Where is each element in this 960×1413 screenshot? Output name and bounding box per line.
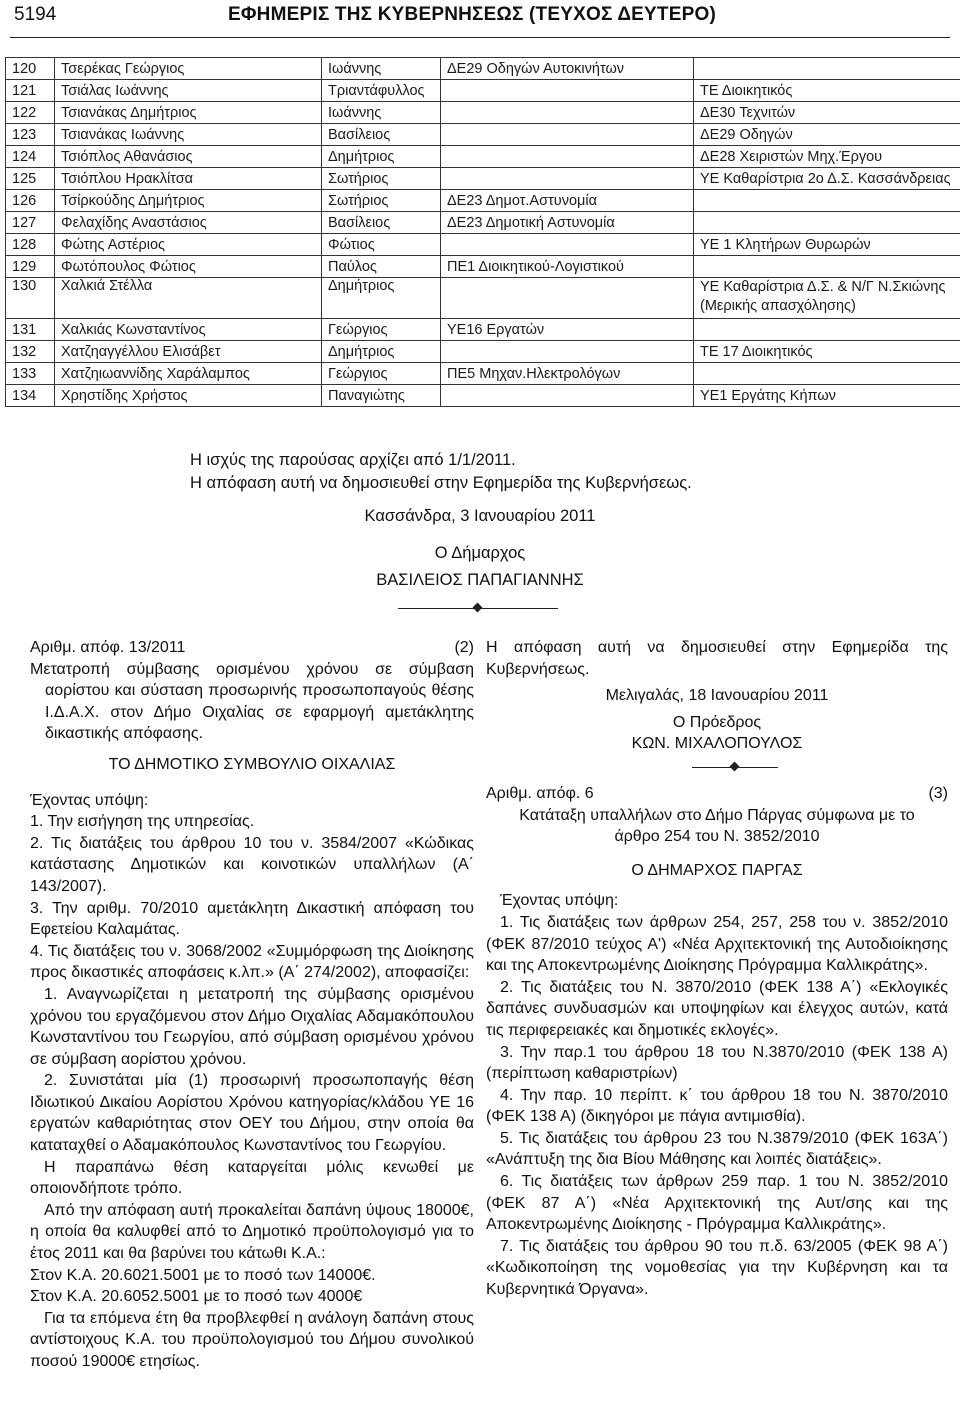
table-cell-employee-name: Τσερέκας Γεώργιος [55,58,322,80]
table-row [6,124,960,146]
table-cell-row-number: 121 [6,80,55,102]
intro-signer-name: ΒΑΣΙΛΕΙΟΣ ΠΑΠΑΓΙΑΝΝΗΣ [376,571,584,589]
table-cell-position-b [694,58,960,80]
table-cell-position-b: ΔΕ29 Οδηγών [694,124,960,146]
table-cell-employee-name: Τσιανάκας Δημήτριος [55,102,322,124]
right-signer-title: Ο Πρόεδρος [672,713,762,731]
table-cell-row-number: 128 [6,234,55,256]
table-cell-position-a: ΔΕ29 Οδηγών Αυτοκινήτων [441,58,694,80]
table-cell-employee-name: Τσιάλας Ιωάννης [55,80,322,102]
table-cell-row-number: 124 [6,146,55,168]
having-label: Έχοντας υπόψη: [30,791,149,809]
consideration-1: 1. Την εισήγηση της υπηρεσίας. [30,813,255,831]
publication-line: Η απόφαση αυτή να δημοσιευθεί στην Εφημερίδα της Κυβερνήσεως. [190,474,692,492]
decision-ref-number: (2) [454,639,474,656]
table-cell-position-b: ΥΕ1 Εργάτης Κήπων [694,385,960,407]
consideration-3: 3. Την αριθμ. 70/2010 αμετάκλητη Δικαστική απόφαση του Εφετείου Καλαμάτας. [30,899,474,939]
table-cell-row-number: 120 [6,58,55,80]
decides-item-2: 2. Συνιστάται μία (1) προσωρινή προσωποπαγής θέση Ιδιωτικού Δικαίου Αορίστου Χρόνου κατηγορίας/κλάδου ΥΕ 16 εργατών καθαριότητας στον ΟΕΥ του Δήμου, στην οποία θα καταταχθεί ο Αδαμακόπουλος Κωνσταντίνος του Γεωργίου. [30,1072,474,1155]
right-ref-row [486,783,948,805]
table-cell-position-a: ΠΕ1 Διοικητικού-Λογιστικού [441,256,694,278]
table-cell-row-number: 123 [6,124,55,146]
consideration-4: 4. Τις διατάξεις του ν. 3068/2002 «Συμμόρφωση της Διοίκησης προς δικαστικές αποφάσεις κ.λπ.» (Α΄ 274/2002), αποφασίζει: [30,942,474,982]
table-cell-position-b [694,256,960,278]
table-row [6,102,960,124]
table-cell-father-name: Σωτήριος [322,168,441,190]
table-cell-position-a [441,102,694,124]
header-rule [10,37,950,38]
table-cell-row-number: 130 [6,278,55,319]
table-row [6,190,960,212]
table-cell-row-number: 133 [6,363,55,385]
table-cell-position-b [694,319,960,341]
right-decision-ref: Αριθμ. απόφ. 6 [486,784,594,802]
right-consideration-3: 3. Την παρ.1 του άρθρου 18 του Ν.3870/2010 (ΦΕΚ 138 Α) (περίπτωση καθαριστρίων) [486,1043,948,1083]
table-row [6,363,960,385]
intro-place-date: Κασσάνδρα, 3 Ιανουαρίου 2011 [364,507,596,525]
table-cell-father-name: Δημήτριος [322,278,441,319]
table-cell-row-number: 127 [6,212,55,234]
mayor-heading: Ο ΔΗΜΑΡΧΟΣ ΠΑΡΓΑΣ [631,861,803,879]
table-cell-position-a [441,234,694,256]
table-cell-position-b: ΔΕ28 Χειριστών Μηχ.Έργου [694,146,960,168]
table-cell-row-number: 131 [6,319,55,341]
table-cell-father-name: Δημήτριος [322,341,441,363]
right-consideration-5: 5. Τις διατάξεις του άρθρου 23 του Ν.3879/2010 (ΦΕΚ 163Α΄) «Ανάπτυξη της δια Βίου Μάθησης και λοιπές διατάξεις». [486,1129,948,1169]
table-cell-employee-name: Χατζηαγγέλλου Ελισάβετ [55,341,322,363]
table-cell-father-name: Δημήτριος [322,146,441,168]
table-row [6,341,960,363]
right-signer-name: ΚΩΝ. ΜΙΧΑΛΟΠΟΥΛΟΣ [631,735,803,753]
table-cell-row-number: 132 [6,341,55,363]
table-cell-employee-name: Τσιόπλου Ηρακλίτσα [55,168,322,190]
table-cell-position-b [694,363,960,385]
table-cell-father-name: Παύλος [322,256,441,278]
consideration-2: 2. Τις διατάξεις του άρθρου 10 του ν. 3584/2007 «Κώδικας κατάστασης Δημοτικών και κοινοτικών υπαλλήλων (Α΄ 143/2007). [30,834,474,895]
table-cell-row-number: 129 [6,256,55,278]
table-cell-position-b: ΥΕ Καθαρίστρια 2ο Δ.Σ. Κασσάνδρειας [694,168,960,190]
table-cell-father-name: Φώτιος [322,234,441,256]
right-consideration-6: 6. Τις διατάξεις των άρθρων 259 παρ. 1 του Ν. 3852/2010 (ΦΕΚ 87 Α΄) «Νέα Αρχιτεκτονική της Αυτ/σης και της Αποκεντρωμένης Διοίκησης - Πρόγραμμα Καλλικράτης». [486,1173,948,1234]
table-cell-position-b: ΔΕ30 Τεχνιτών [694,102,960,124]
table-cell-position-a [441,385,694,407]
right-place-date: Μελιγαλάς, 18 Ιανουαρίου 2011 [605,687,829,705]
table-row [6,234,960,256]
table-cell-father-name: Γεώργιος [322,319,441,341]
right-consideration-2: 2. Τις διατάξεις του Ν. 3870/2010 (ΦΕΚ 138 Α΄) «Εκλογικές δαπάνες συνδυασμών και υποψηφίων και έλεγχος αυτών, κατά τις περιφερειακές και δημοτικές εκλογές». [486,978,948,1039]
right-having-label: Έχοντας υπόψη: [500,892,619,910]
separator-diamond-icon [473,603,483,613]
table-row [6,256,960,278]
right-decision-ref-number: (3) [928,784,948,802]
employee-table [5,57,960,407]
table-cell-position-b [694,190,960,212]
decides-item-1: 1. Αναγνωρίζεται η μετατροπή της σύμβασης ορισμένου χρόνου του εργαζόμενου στον Δήμο Οιχαλίας Αδαμακόπουλου Κωνσταντίνου του Γεωργίου, από σύμβαση ορισμένου χρόνου σε σύμβαση αορίστου χρόνου. [30,985,474,1068]
left-column [30,637,474,1373]
intro-block [190,449,692,495]
table-row [6,58,960,80]
expenditure-paragraph: Από την απόφαση αυτή προκαλείται δαπάνη ύψους 18000€, η οποία θα καλυφθεί από το Δημοτικό προϋπολογισμό για το έτος 2011 και θα βαρύνει του κάτωθι Κ.Α.: [30,1201,474,1263]
table-cell-position-b: ΥΕ 1 Κλητήρων Θυρωρών [694,234,960,256]
table-cell-father-name: Παναγιώτης [322,385,441,407]
gazette-title: ΕΦΗΜΕΡΙΣ ΤΗΣ ΚΥΒΕΡΝΗΣΕΩΣ (ΤΕΥΧΟΣ ΔΕΥΤΕΡΟ) [228,4,716,25]
table-row [6,212,960,234]
table-cell-father-name: Ιωάννης [322,102,441,124]
table-cell-employee-name: Χαλκιάς Κωνσταντίνος [55,319,322,341]
table-cell-position-a [441,80,694,102]
intro-signer-title: Ο Δήμαρχος [434,544,526,562]
table-row [6,168,960,190]
table-cell-row-number: 125 [6,168,55,190]
table-cell-employee-name: Τσιανάκας Ιωάννης [55,124,322,146]
future-years-paragraph: Για τα επόμενα έτη θα προβλεφθεί η ανάλογη δαπάνη στους αντίστοιχους Κ.Α. του προϋπολογισμού του Δήμου συνολικού ποσού 19000€ ετησίως. [30,1309,474,1370]
table-row [6,319,960,341]
right-separator-diamond-icon [730,762,740,772]
table-row [6,146,960,168]
table-cell-employee-name: Φελαχίδης Αναστάσιος [55,212,322,234]
right-consideration-7: 7. Τις διατάξεις του άρθρου 90 του π.δ. 63/2005 (ΦΕΚ 98 Α΄) «Κωδικοποίηση της νομοθεσίας για την Κυβέρνηση και τα Κυβερνητικά Όργανα». [486,1237,948,1299]
table-cell-row-number: 134 [6,385,55,407]
table-cell-employee-name: Χατζηιωαννίδης Χαράλαμπος [55,363,322,385]
decision-ref-row [30,637,474,659]
table-cell-father-name: Βασίλειος [322,212,441,234]
table-cell-position-a [441,168,694,190]
decision-ref: Αριθμ. απόφ. 13/2011 [30,639,186,656]
budget-code-2: Στον Κ.Α. 20.6052.5001 με το ποσό των 4000€ [30,1288,363,1306]
table-cell-position-a [441,341,694,363]
table-cell-position-a [441,278,694,319]
table-cell-position-a: ΔΕ23 Δημοτική Αστυνομία [441,212,694,234]
budget-code-1: Στον Κ.Α. 20.6021.5001 με το ποσό των 14000€. [30,1266,376,1284]
publication-order: Η απόφαση αυτή να δημοσιευθεί στην Εφημερίδα της Κυβερνήσεως. [486,639,948,678]
table-cell-position-a: ΠΕ5 Μηχαν.Ηλεκτρολόγων [441,363,694,385]
decision-subject: Μετατροπή σύμβασης ορισμένου χρόνου σε σύμβαση αορίστου και σύσταση προσωρινής προσωποπαγούς θέσης Ι.Δ.Α.Χ. στον Δήμο Οιχαλίας σε εφαρμογή αμετάκλητης δικαστικής απόφασης. [30,660,474,743]
table-cell-employee-name: Φωτόπουλος Φώτιος [55,256,322,278]
effective-date-line: Η ισχύς της παρούσας αρχίζει από 1/1/2011. [190,451,516,469]
table-cell-position-b: ΤΕ 17 Διοικητικός [694,341,960,363]
table-cell-position-a [441,124,694,146]
table-cell-row-number: 126 [6,190,55,212]
table-cell-employee-name: Τσίρκούδης Δημήτριος [55,190,322,212]
right-column [486,637,948,1301]
table-cell-position-a: ΔΕ23 Δημοτ.Αστυνομία [441,190,694,212]
table-cell-employee-name: Τσιόπλος Αθανάσιος [55,146,322,168]
table-cell-father-name: Ιωάννης [322,58,441,80]
table-cell-father-name: Γεώργιος [322,363,441,385]
table-cell-employee-name: Χαλκιά Στέλλα [55,278,322,319]
council-heading: ΤΟ ΔΗΜΟΤΙΚΟ ΣΥΜΒΟΥΛΙΟ ΟΙΧΑΛΙΑΣ [108,755,396,773]
table-cell-father-name: Τριαντάφυλλος [322,80,441,102]
page-number: 5194 [14,4,57,25]
table-cell-position-b: ΥΕ Καθαρίστρια Δ.Σ. & Ν/Γ Ν.Σκιώνης (Μερικής απασχόλησης) [694,278,960,319]
table-cell-father-name: Σωτήριος [322,190,441,212]
table-cell-employee-name: Φώτης Αστέριος [55,234,322,256]
right-separator [486,755,948,783]
table-cell-position-a [441,146,694,168]
table-cell-employee-name: Χρηστίδης Χρήστος [55,385,322,407]
page-header [0,0,960,40]
table-cell-row-number: 122 [6,102,55,124]
table-row [6,385,960,407]
table-cell-position-b: ΤΕ Διοικητικός [694,80,960,102]
right-decision-subject: Κατάταξη υπαλλήλων στο Δήμο Πάργας σύμφωνα με το άρθρο 254 του Ν. 3852/2010 [519,806,915,846]
right-consideration-4: 4. Την παρ. 10 περίπτ. κ΄ του άρθρου 18 του Ν. 3870/2010 (ΦΕΚ 138 Α) (δικηγόροι με πάγια αντιμισθία). [486,1086,948,1126]
table-cell-position-a: ΥΕ16 Εργατών [441,319,694,341]
decides-abolish-note: Η παραπάνω θέση καταργείται μόλις κενωθεί με οποιονδήποτε τρόπο. [30,1158,474,1198]
table-cell-position-b [694,212,960,234]
table-row [6,80,960,102]
table-cell-father-name: Βασίλειος [322,124,441,146]
right-consideration-1: 1. Τις διατάξεις των άρθρων 254, 257, 258 του ν. 3852/2010 (ΦΕΚ 87/2010 τεύχος Α') «Νέα Αρχιτεκτονική της Αυτοδιοίκησης και της Αποκεντρωμένης Διοίκησης Πρόγραμμα Καλλικράτης». [486,913,948,975]
table-row [6,278,960,319]
